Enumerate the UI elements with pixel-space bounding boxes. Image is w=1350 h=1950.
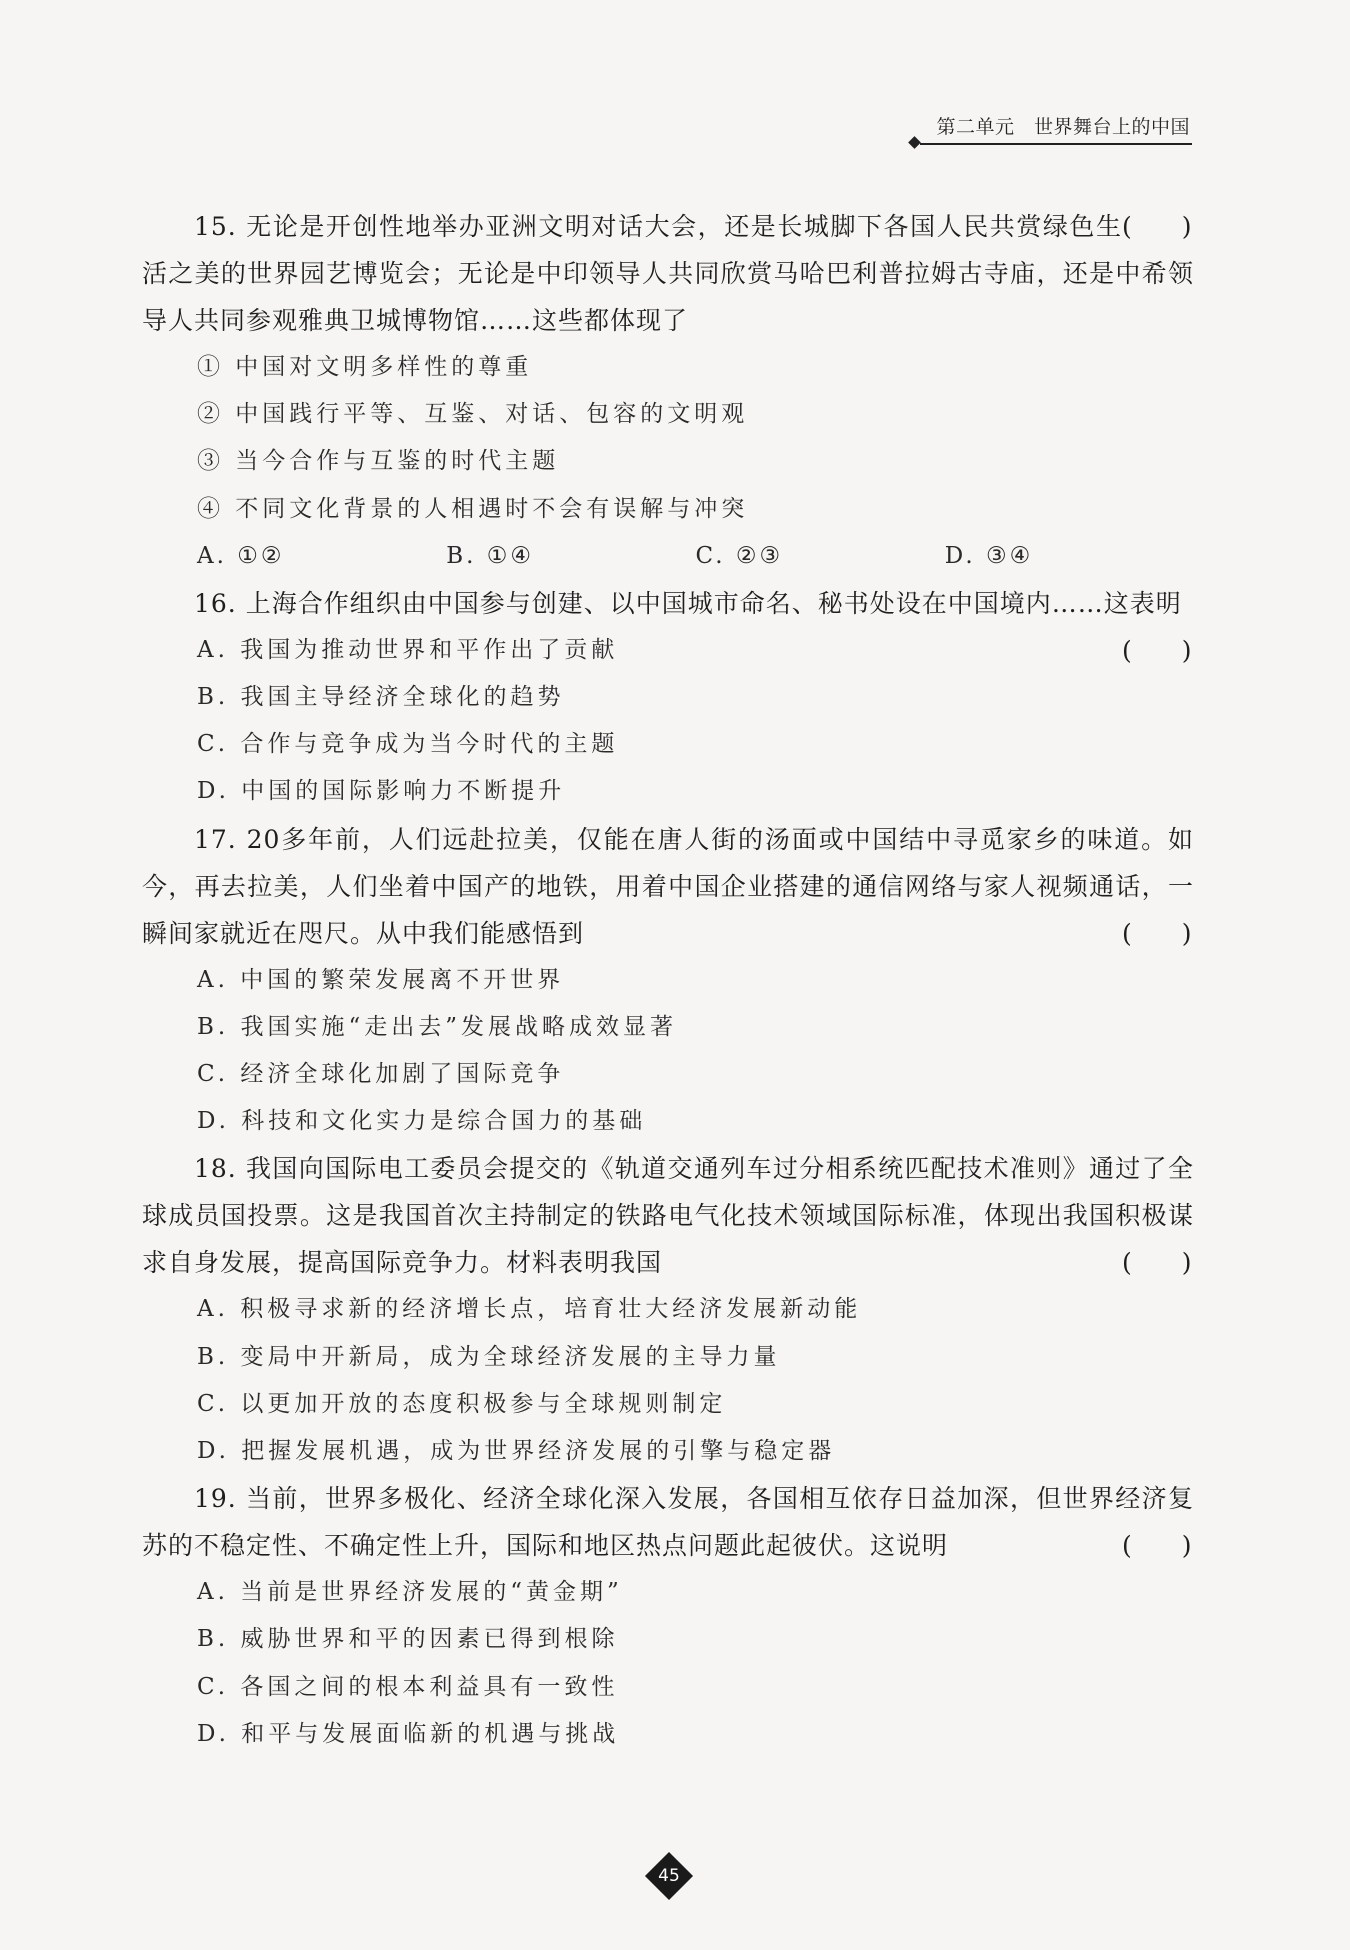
choice-b: B. 变局中开新局，成为全球经济发展的主导力量	[197, 1343, 781, 1370]
stem-text: 18. 我国向国际电工委员会提交的《轨道交通列车过分相系统匹配技术准则》通过了全球成员国投票。这是我国首次主持制定的铁路电气化技术领域国际标准，体现出我国积极谋求自身发展，提高国际竞争力。材料表明我国	[142, 1154, 1194, 1278]
question-19	[142, 1475, 1194, 1758]
choice-d: D. 把握发展机遇，成为世界经济发展的引擎与稳定器	[197, 1438, 836, 1465]
answer-paren: ( )	[1122, 1531, 1192, 1561]
question-stem	[142, 1145, 1194, 1286]
choice-b: B. 我国主导经济全球化的趋势	[197, 684, 565, 711]
answer-paren: ( )	[1122, 635, 1192, 665]
statement-3: ③ 当今合作与互鉴的时代主题	[197, 448, 560, 475]
question-stem	[142, 816, 1194, 957]
question-17	[142, 816, 1194, 1146]
choice-d: D. ③④	[944, 542, 1034, 569]
choice-c: C. 经济全球化加剧了国际竞争	[197, 1061, 565, 1088]
question-stem	[142, 203, 1194, 344]
stem-text: 16. 上海合作组织由中国参与创建、以中国城市命名、秘书处设在中国境内……这表明	[194, 588, 1182, 618]
stem-text: 19. 当前，世界多极化、经济全球化深入发展，各国相互依存日益加深，但世界经济复苏的不稳定性、不确定性上升，国际和地区热点问题此起彼伏。这说明	[142, 1484, 1194, 1561]
choice-d: D. 科技和文化实力是综合国力的基础	[197, 1108, 647, 1135]
header-rule	[920, 143, 1192, 145]
choice-c: C. 以更加开放的态度积极参与全球规则制定	[197, 1390, 727, 1417]
answer-paren: ( )	[1122, 1248, 1192, 1278]
choice-d: D. 中国的国际影响力不断提升	[197, 778, 566, 805]
choice-b: B. 我国实施“走出去”发展战略成效显著	[197, 1013, 678, 1040]
page-header	[902, 112, 1192, 145]
answer-paren: ( )	[1122, 212, 1192, 241]
question-15	[142, 203, 1194, 580]
question-list	[142, 203, 1194, 1758]
choice-d: D. 和平与发展面临新的机遇与挑战	[197, 1720, 620, 1747]
question-18	[142, 1145, 1194, 1475]
choice-a: A. 积极寻求新的经济增长点，培育壮大经济发展新动能	[197, 1296, 862, 1323]
answer-paren: ( )	[1122, 918, 1192, 948]
statement-2: ② 中国践行平等、互鉴、对话、包容的文明观	[197, 401, 749, 428]
unit-title: 第二单元 世界舞台上的中国	[936, 116, 1190, 138]
choice-b: B. ①④	[446, 542, 535, 569]
choice-a: A. 中国的繁荣发展离不开世界	[197, 966, 565, 993]
stem-text: 17. 20多年前，人们远赴拉美，仅能在唐人街的汤面或中国结中寻觅家乡的味道。如今，再去拉美，人们坐着中国产的地铁，用着中国企业搭建的通信网络与家人视频通话，一瞬间家就近在咫尺。从中我们能感悟到	[142, 824, 1194, 948]
choice-a: A. 当前是世界经济发展的“黄金期”	[197, 1579, 623, 1606]
page-number: 45	[658, 1866, 680, 1886]
choice-a: A. ①②	[197, 542, 285, 569]
choice-row	[142, 533, 1194, 580]
statement-4: ④ 不同文化背景的人相遇时不会有误解与冲突	[197, 495, 749, 522]
choice-c: C. 合作与竞争成为当今时代的主题	[197, 731, 619, 758]
stem-text: 15. 无论是开创性地举办亚洲文明对话大会，还是长城脚下各国人民共赏绿色生活之美的世界园艺博览会；无论是中印领导人共同欣赏马哈巴利普拉姆古寺庙，还是中希领导人共同参观雅典卫城博物馆……这些都体现了	[142, 212, 1194, 335]
question-stem	[142, 1475, 1194, 1569]
question-16	[142, 580, 1194, 816]
choice-c: C. ②③	[695, 542, 784, 569]
choice-a: A. 我国为推动世界和平作出了贡献	[197, 636, 619, 663]
choice-c: C. 各国之间的根本利益具有一致性	[197, 1673, 619, 1700]
choice-b: B. 威胁世界和平的因素已得到根除	[197, 1626, 619, 1653]
page-number-badge	[646, 1853, 692, 1899]
statement-1: ① 中国对文明多样性的尊重	[197, 354, 533, 380]
